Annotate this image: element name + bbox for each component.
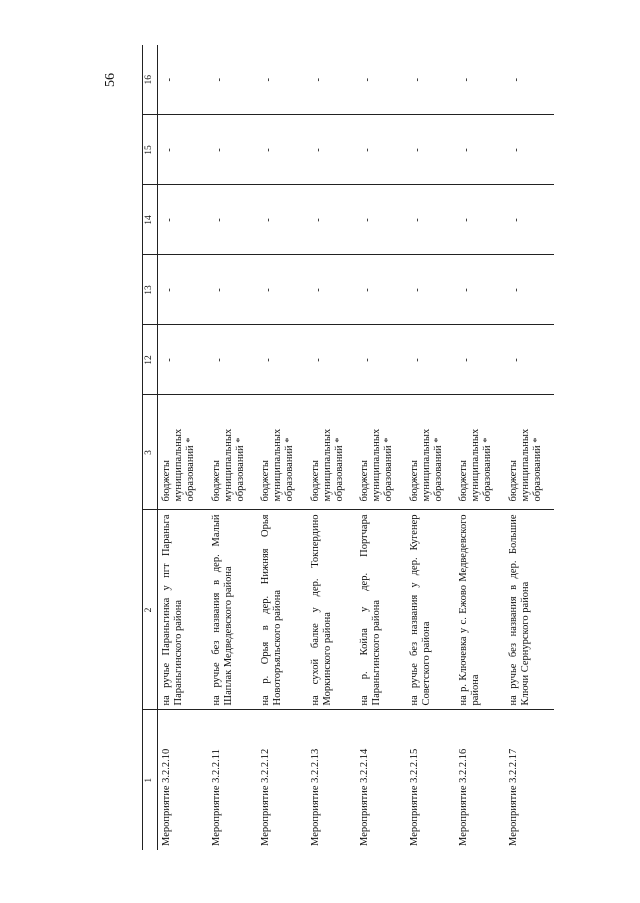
table-row <box>307 45 357 850</box>
description-cell: на р. Орья в дер. Нижняя Орья Новоторъяльского района <box>257 510 307 710</box>
header-row <box>143 45 158 850</box>
col-header: 15 <box>143 115 158 185</box>
description-cell: на ручье без названия в дер. Малый Шаплак Медведевского района <box>208 510 258 710</box>
value-cell: - <box>505 185 555 255</box>
activity-cell: Мероприятие 3.2.2.12 <box>260 748 271 846</box>
activity-cell: Мероприятие 3.2.2.15 <box>408 748 420 846</box>
activity-cell: Мероприятие 3.2.2.16 <box>458 748 469 846</box>
table-row <box>208 45 258 850</box>
value-cell: - <box>158 255 208 325</box>
source-cell: бюджеты муниципальных образований * <box>455 395 505 510</box>
value-cell: - <box>257 325 307 395</box>
table-row <box>257 45 307 850</box>
value-cell: - <box>356 325 406 395</box>
description-cell: на ручье Параньгинка у пгт Параньга Параньгинского района <box>158 510 208 710</box>
col-header: 12 <box>143 325 158 395</box>
page-number: 56 <box>103 73 118 87</box>
source-cell: бюджеты муниципальных образований * <box>356 395 406 510</box>
value-cell: - <box>455 255 505 325</box>
col-header: 2 <box>143 510 158 710</box>
value-cell: - <box>208 255 258 325</box>
value-cell: - <box>257 185 307 255</box>
value-cell: - <box>356 185 406 255</box>
source-cell: бюджеты муниципальных образований * <box>257 395 307 510</box>
activity-cell: Мероприятие 3.2.2.11 <box>210 749 222 846</box>
value-cell: - <box>307 325 357 395</box>
description-cell: на р. Койла у дер. Портчара Параньгинского района <box>356 510 406 710</box>
value-cell: - <box>406 325 456 395</box>
value-cell: - <box>158 45 208 115</box>
description-cell: на сухой балке у дер. Токпердино Моркинского района <box>307 510 357 710</box>
value-cell: - <box>257 255 307 325</box>
value-cell: - <box>505 115 555 185</box>
value-cell: - <box>307 115 357 185</box>
value-cell: - <box>307 185 357 255</box>
value-cell: - <box>307 255 357 325</box>
col-header: 1 <box>143 710 158 850</box>
source-cell: бюджеты муниципальных образований * <box>307 395 357 510</box>
description-cell: на ручье без названия у дер. Кугенер Советского района <box>406 510 456 710</box>
value-cell: - <box>356 45 406 115</box>
value-cell: - <box>505 255 555 325</box>
activity-cell: Мероприятие 3.2.2.14 <box>359 748 370 846</box>
value-cell: - <box>406 115 456 185</box>
table-row <box>455 45 505 850</box>
activity-cell: Мероприятие 3.2.2.17 <box>507 748 519 846</box>
value-cell: - <box>406 255 456 325</box>
description-cell: на р. Ключевка у с. Ежово Медведевского района <box>455 510 505 710</box>
value-cell: - <box>257 45 307 115</box>
value-cell: - <box>455 115 505 185</box>
value-cell: - <box>208 45 258 115</box>
value-cell: - <box>307 45 357 115</box>
value-cell: - <box>505 325 555 395</box>
source-cell: бюджеты муниципальных образований * <box>406 395 456 510</box>
value-cell: - <box>356 255 406 325</box>
table-row <box>158 45 208 850</box>
col-header: 13 <box>143 255 158 325</box>
document-table-wrapper <box>142 45 543 850</box>
value-cell: - <box>455 325 505 395</box>
activity-cell: Мероприятие 3.2.2.10 <box>161 748 172 846</box>
value-cell: - <box>158 325 208 395</box>
value-cell: - <box>208 325 258 395</box>
table-row <box>505 45 555 850</box>
value-cell: - <box>356 115 406 185</box>
col-header: 3 <box>143 395 158 510</box>
value-cell: - <box>257 115 307 185</box>
col-header: 16 <box>143 45 158 115</box>
value-cell: - <box>505 45 555 115</box>
value-cell: - <box>406 45 456 115</box>
value-cell: - <box>158 115 208 185</box>
description-cell: на ручье без названия в дер. Большие Ключи Сернурского района <box>505 510 555 710</box>
value-cell: - <box>208 115 258 185</box>
source-cell: бюджеты муниципальных образований * <box>505 395 555 510</box>
table-row <box>356 45 406 850</box>
measures-table <box>142 45 554 850</box>
activity-cell: Мероприятие 3.2.2.13 <box>309 748 321 846</box>
value-cell: - <box>158 185 208 255</box>
col-header: 14 <box>143 185 158 255</box>
value-cell: - <box>208 185 258 255</box>
value-cell: - <box>455 45 505 115</box>
value-cell: - <box>455 185 505 255</box>
source-cell: бюджеты муниципальных образований * <box>208 395 258 510</box>
table-row <box>406 45 456 850</box>
value-cell: - <box>406 185 456 255</box>
source-cell: бюджеты муниципальных образований * <box>158 395 208 510</box>
